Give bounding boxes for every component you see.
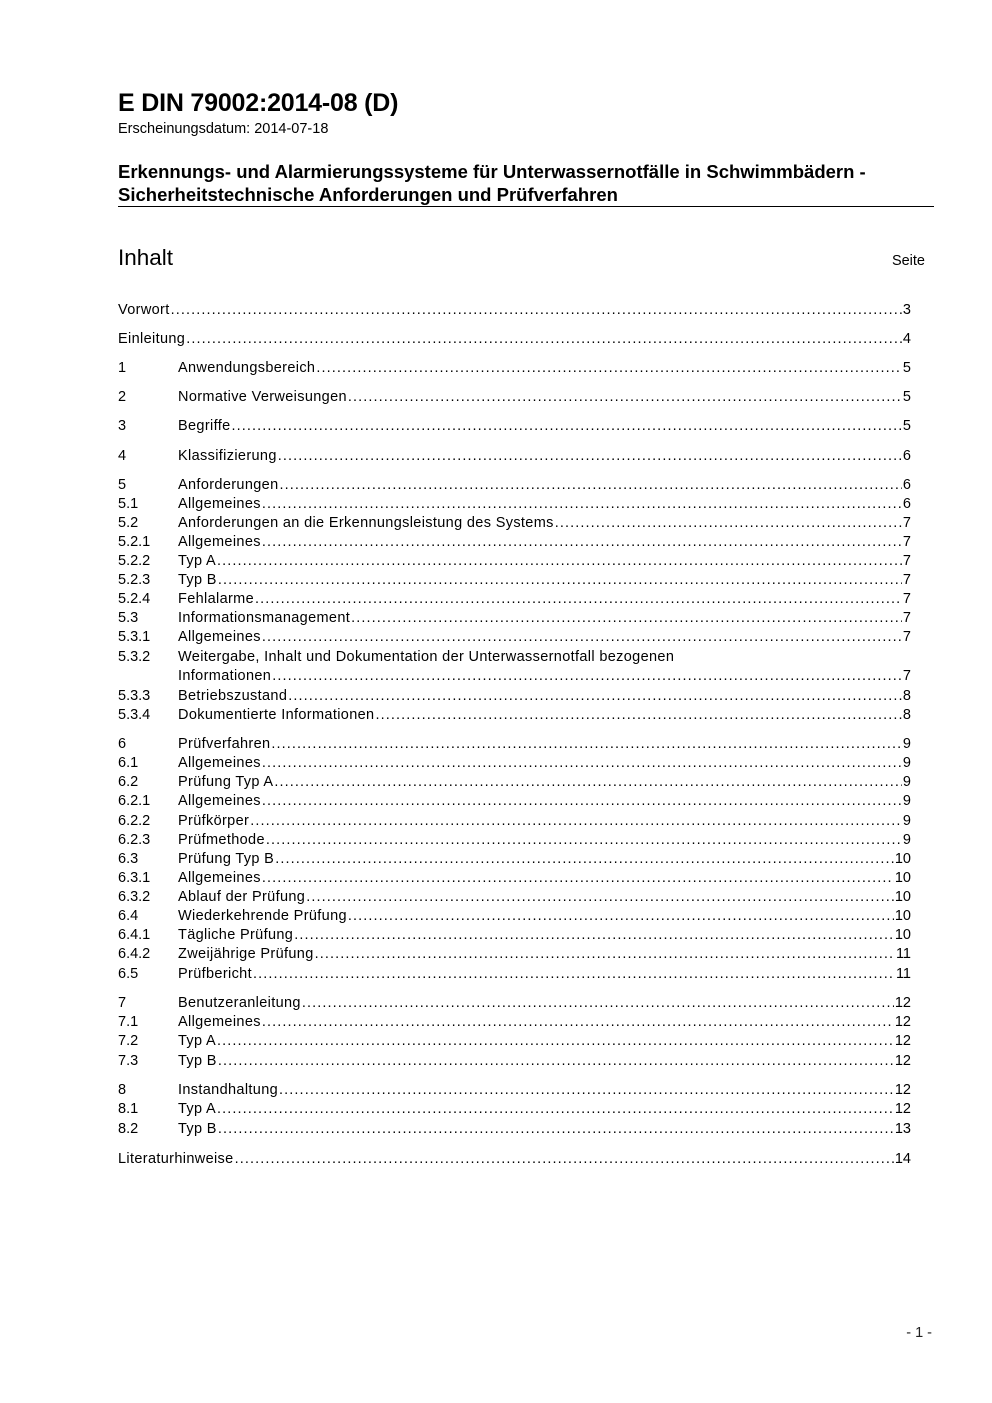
toc-entry-number: 6.4.1 <box>118 927 151 943</box>
toc-entry[interactable] <box>118 1120 911 1139</box>
toc-entry-title: Prüfkörper <box>178 813 250 829</box>
toc-dot-leader <box>253 965 895 984</box>
toc-entry-page: 7 <box>902 668 911 684</box>
toc-entry-page: 8 <box>902 707 911 723</box>
toc-entry[interactable] <box>118 1081 911 1100</box>
toc-entry[interactable] <box>118 533 911 552</box>
toc-dot-leader <box>235 1150 894 1169</box>
toc-dot-leader <box>294 926 894 945</box>
toc-entry-page: 12 <box>894 1053 911 1069</box>
toc-entry-title: Prüfverfahren <box>178 736 271 752</box>
toc-entry-page: 7 <box>902 629 911 645</box>
toc-dot-leader <box>266 831 902 850</box>
toc-entry-title: Informationen <box>178 668 272 684</box>
toc-entry[interactable] <box>118 994 911 1013</box>
toc-entry[interactable] <box>118 1032 911 1051</box>
toc-entry-page: 10 <box>894 908 911 924</box>
publication-date: Erscheinungsdatum: 2014-07-18 <box>118 121 329 137</box>
toc-dot-leader <box>555 514 902 533</box>
toc-entry-title: Betriebszustand <box>178 688 288 704</box>
toc-entry-title: Typ A <box>178 1101 217 1117</box>
toc-entry-page: 9 <box>902 832 911 848</box>
toc-dot-leader <box>279 1081 894 1100</box>
toc-entry-title: Allgemeines <box>178 629 261 645</box>
toc-dot-leader <box>218 1052 894 1071</box>
toc-entry-title: Anwendungsbereich <box>178 360 316 376</box>
toc-entry-title: Typ B <box>178 1053 217 1069</box>
toc-page-label: Seite <box>891 253 925 269</box>
toc-entry-page: 10 <box>894 889 911 905</box>
toc-entry-number: 5.3.2 <box>118 649 151 665</box>
toc-entry-number: 7.2 <box>118 1033 139 1049</box>
toc-entry-title: Einleitung <box>118 331 186 347</box>
toc-entry-page: 12 <box>894 1033 911 1049</box>
toc-entry[interactable] <box>118 907 911 926</box>
toc-entry-title: Prüfbericht <box>178 966 252 982</box>
toc-dot-leader <box>255 590 902 609</box>
toc-entry-page: 9 <box>902 793 911 809</box>
toc-dot-leader <box>262 628 902 647</box>
toc-entry[interactable] <box>118 869 911 888</box>
toc-entry[interactable] <box>118 495 911 514</box>
toc-entry-page: 4 <box>902 331 911 347</box>
toc-entry[interactable] <box>118 945 911 964</box>
toc-entry-page: 7 <box>902 515 911 531</box>
toc-dot-leader <box>316 359 902 378</box>
toc-entry-number: 5 <box>118 477 127 493</box>
toc-entry-title: Prüfung Typ A <box>178 774 274 790</box>
toc-dot-leader <box>250 812 902 831</box>
toc-dot-leader <box>217 1032 894 1051</box>
toc-entry-number: 6.2.3 <box>118 832 151 848</box>
toc-entry-page: 11 <box>895 946 911 962</box>
toc-entry-page: 7 <box>902 591 911 607</box>
toc-dot-leader <box>262 533 902 552</box>
toc-entry-number: 8 <box>118 1082 127 1098</box>
toc-dot-leader <box>171 301 902 320</box>
toc-entry-page: 9 <box>902 774 911 790</box>
toc-entry-title: Allgemeines <box>178 755 261 771</box>
toc-entry-title: Tägliche Prüfung <box>178 927 294 943</box>
toc-entry[interactable] <box>118 388 911 407</box>
toc-entry[interactable] <box>118 965 911 984</box>
toc-entry[interactable] <box>118 687 911 706</box>
toc-entry[interactable] <box>118 706 911 725</box>
toc-entry-title: Instandhaltung <box>178 1082 279 1098</box>
toc-entry-page: 14 <box>894 1151 911 1167</box>
toc-dot-leader <box>272 667 902 686</box>
toc-entry-number: 1 <box>118 360 127 376</box>
page-number: - 1 - <box>906 1325 932 1341</box>
document-id: E DIN 79002:2014-08 (D) <box>118 89 399 117</box>
toc-dot-leader <box>217 1100 894 1119</box>
toc-entry-title: Typ B <box>178 572 217 588</box>
toc-entry[interactable] <box>118 476 911 495</box>
toc-entry-page: 12 <box>894 995 911 1011</box>
toc-dot-leader <box>375 706 901 725</box>
toc-entry-title: Informationsmanagement <box>178 610 351 626</box>
toc-entry-page: 12 <box>894 1014 911 1030</box>
toc-entry[interactable] <box>118 590 911 609</box>
toc-entry-page: 5 <box>902 360 911 376</box>
toc-entry-number: 7.1 <box>118 1014 139 1030</box>
toc-entry[interactable] <box>118 1150 911 1169</box>
toc-dot-leader <box>218 571 902 590</box>
toc-entry-number: 6.3.2 <box>118 889 151 905</box>
toc-entry[interactable] <box>118 1052 911 1071</box>
toc-entry-number: 6 <box>118 736 127 752</box>
toc-entry-number: 5.2.3 <box>118 572 151 588</box>
toc-entry-title: Typ A <box>178 1033 217 1049</box>
toc-dot-leader <box>262 1013 894 1032</box>
toc-entry-page: 10 <box>894 870 911 886</box>
toc-dot-leader <box>306 888 894 907</box>
toc-entry-page: 6 <box>902 477 911 493</box>
toc-entry-number: 6.4.2 <box>118 946 151 962</box>
toc-entry-page: 7 <box>902 534 911 550</box>
toc-entry-number: 3 <box>118 418 127 434</box>
toc-entry-title: Weitergabe, Inhalt und Dokumentation der Unterwassernotfall bezogenen <box>178 649 675 665</box>
toc-entry-number: 5.2.1 <box>118 534 151 550</box>
toc-entry-number: 5.1 <box>118 496 139 512</box>
toc-heading: Inhalt <box>118 245 174 270</box>
toc-entry-page: 5 <box>902 389 911 405</box>
toc-entry-number: 6.2 <box>118 774 139 790</box>
toc-entry-page: 7 <box>902 572 911 588</box>
toc-entry-title: Allgemeines <box>178 1014 261 1030</box>
toc-dot-leader <box>348 907 894 926</box>
toc-dot-leader <box>278 447 902 466</box>
toc-entry-number: 6.2.1 <box>118 793 151 809</box>
toc-entry[interactable] <box>118 888 911 907</box>
toc-dot-leader <box>218 1120 894 1139</box>
toc-entry-title: Allgemeines <box>178 793 261 809</box>
toc-entry[interactable] <box>118 667 911 686</box>
toc-entry-title: Typ B <box>178 1121 217 1137</box>
toc-entry[interactable] <box>118 301 911 320</box>
toc-dot-leader <box>280 476 902 495</box>
toc-entry[interactable] <box>118 831 911 850</box>
toc-entry-number: 6.3.1 <box>118 870 151 886</box>
toc-entry-title: Wiederkehrende Prüfung <box>178 908 347 924</box>
toc-entry[interactable] <box>118 792 911 811</box>
toc-entry-number: 6.4 <box>118 908 139 924</box>
toc-entry-page: 10 <box>894 851 911 867</box>
toc-entry-number: 6.5 <box>118 966 139 982</box>
document-title <box>118 160 948 206</box>
toc-entry-title: Dokumentierte Informationen <box>178 707 375 723</box>
toc-entry-page: 12 <box>894 1101 911 1117</box>
toc-entry-page: 9 <box>902 813 911 829</box>
toc-entry-page: 8 <box>902 688 911 704</box>
toc-entry[interactable] <box>118 330 911 349</box>
toc-entry-title: Allgemeines <box>178 534 261 550</box>
toc-entry-page: 11 <box>895 966 911 982</box>
toc-entry-title: Anforderungen <box>178 477 279 493</box>
toc-entry-title: Literaturhinweise <box>118 1151 234 1167</box>
toc-entry-number: 2 <box>118 389 127 405</box>
toc-dot-leader <box>348 388 902 407</box>
toc-entry[interactable] <box>118 812 911 831</box>
toc-entry-page: 7 <box>902 553 911 569</box>
toc-entry-number: 8.1 <box>118 1101 139 1117</box>
toc-dot-leader <box>262 754 902 773</box>
toc-entry-title: Anforderungen an die Erkennungsleistung des Systems <box>178 515 554 531</box>
toc-entry-title: Typ A <box>178 553 217 569</box>
toc-dot-leader <box>288 687 902 706</box>
toc-dot-leader <box>262 792 902 811</box>
toc-entry-page: 12 <box>894 1082 911 1098</box>
toc-entry[interactable] <box>118 552 911 571</box>
toc-entry[interactable] <box>118 609 911 628</box>
toc-entry-title: Klassifizierung <box>178 448 277 464</box>
toc-entry[interactable] <box>118 754 911 773</box>
toc-entry[interactable] <box>118 1100 911 1119</box>
toc-entry-number: 6.2.2 <box>118 813 151 829</box>
toc-entry-page: 7 <box>902 610 911 626</box>
toc-entry-title: Normative Verweisungen <box>178 389 347 405</box>
toc-dot-leader <box>262 495 902 514</box>
toc-entry[interactable] <box>118 648 911 667</box>
toc-entry[interactable] <box>118 628 911 647</box>
toc-entry-title: Zweijährige Prüfung <box>178 946 314 962</box>
toc-entry-page: 5 <box>902 418 911 434</box>
toc-dot-leader <box>274 773 902 792</box>
title-divider <box>118 206 934 207</box>
toc-dot-leader <box>275 850 894 869</box>
title-line-2: Sicherheitstechnische Anforderungen und Prüfverfahren <box>118 184 618 205</box>
toc-entry-number: 5.3.3 <box>118 688 151 704</box>
toc-entry-page: 3 <box>902 302 911 318</box>
toc-entry-number: 6.1 <box>118 755 139 771</box>
toc-entry-title: Vorwort <box>118 302 170 318</box>
toc-entry[interactable] <box>118 514 911 533</box>
toc-entry-title: Benutzeranleitung <box>178 995 301 1011</box>
toc-entry[interactable] <box>118 571 911 590</box>
toc-entry-title: Allgemeines <box>178 870 261 886</box>
toc-entry-number: 6.3 <box>118 851 139 867</box>
toc-entry-number: 7.3 <box>118 1053 139 1069</box>
toc-entry[interactable] <box>118 926 911 945</box>
toc-dot-leader <box>232 417 902 436</box>
toc-entry-number: 5.3 <box>118 610 139 626</box>
toc-dot-leader <box>262 869 894 888</box>
toc-entry-number: 5.2.2 <box>118 553 151 569</box>
toc-entry-page: 6 <box>902 448 911 464</box>
toc-entry[interactable] <box>118 773 911 792</box>
toc-entry[interactable] <box>118 735 911 754</box>
title-line-1: Erkennungs- und Alarmierungssysteme für Unterwassernotfälle in Schwimmbädern - <box>118 161 866 182</box>
toc-entry-title: Ablauf der Prüfung <box>178 889 306 905</box>
toc-dot-leader <box>271 735 902 754</box>
toc-dot-leader <box>302 994 894 1013</box>
toc-entry-number: 5.3.1 <box>118 629 151 645</box>
toc-entry-title: Prüfung Typ B <box>178 851 275 867</box>
toc-entry-page: 9 <box>902 736 911 752</box>
toc-entry[interactable] <box>118 447 911 466</box>
toc-entry-number: 8.2 <box>118 1121 139 1137</box>
toc-entry-number: 5.2 <box>118 515 139 531</box>
toc-entry[interactable] <box>118 1013 911 1032</box>
toc-dot-leader <box>315 945 895 964</box>
toc-entry-number: 7 <box>118 995 127 1011</box>
toc-entry-page: 6 <box>902 496 911 512</box>
toc-entry[interactable] <box>118 850 911 869</box>
toc-entry-number: 5.2.4 <box>118 591 151 607</box>
toc-entry-number: 5.3.4 <box>118 707 151 723</box>
toc-entry-title: Begriffe <box>178 418 231 434</box>
toc-entry-title: Fehlalarme <box>178 591 255 607</box>
toc-entry-page: 13 <box>894 1121 911 1137</box>
toc-dot-leader <box>217 552 902 571</box>
toc-entry[interactable] <box>118 359 911 378</box>
toc-entry-page: 10 <box>894 927 911 943</box>
toc-entry-number: 4 <box>118 448 127 464</box>
toc-entry-page: 9 <box>902 755 911 771</box>
toc-entry-title: Prüfmethode <box>178 832 265 848</box>
toc-dot-leader <box>186 330 902 349</box>
toc-entry[interactable] <box>118 417 911 436</box>
toc-dot-leader <box>351 609 902 628</box>
toc-entry-title: Allgemeines <box>178 496 261 512</box>
